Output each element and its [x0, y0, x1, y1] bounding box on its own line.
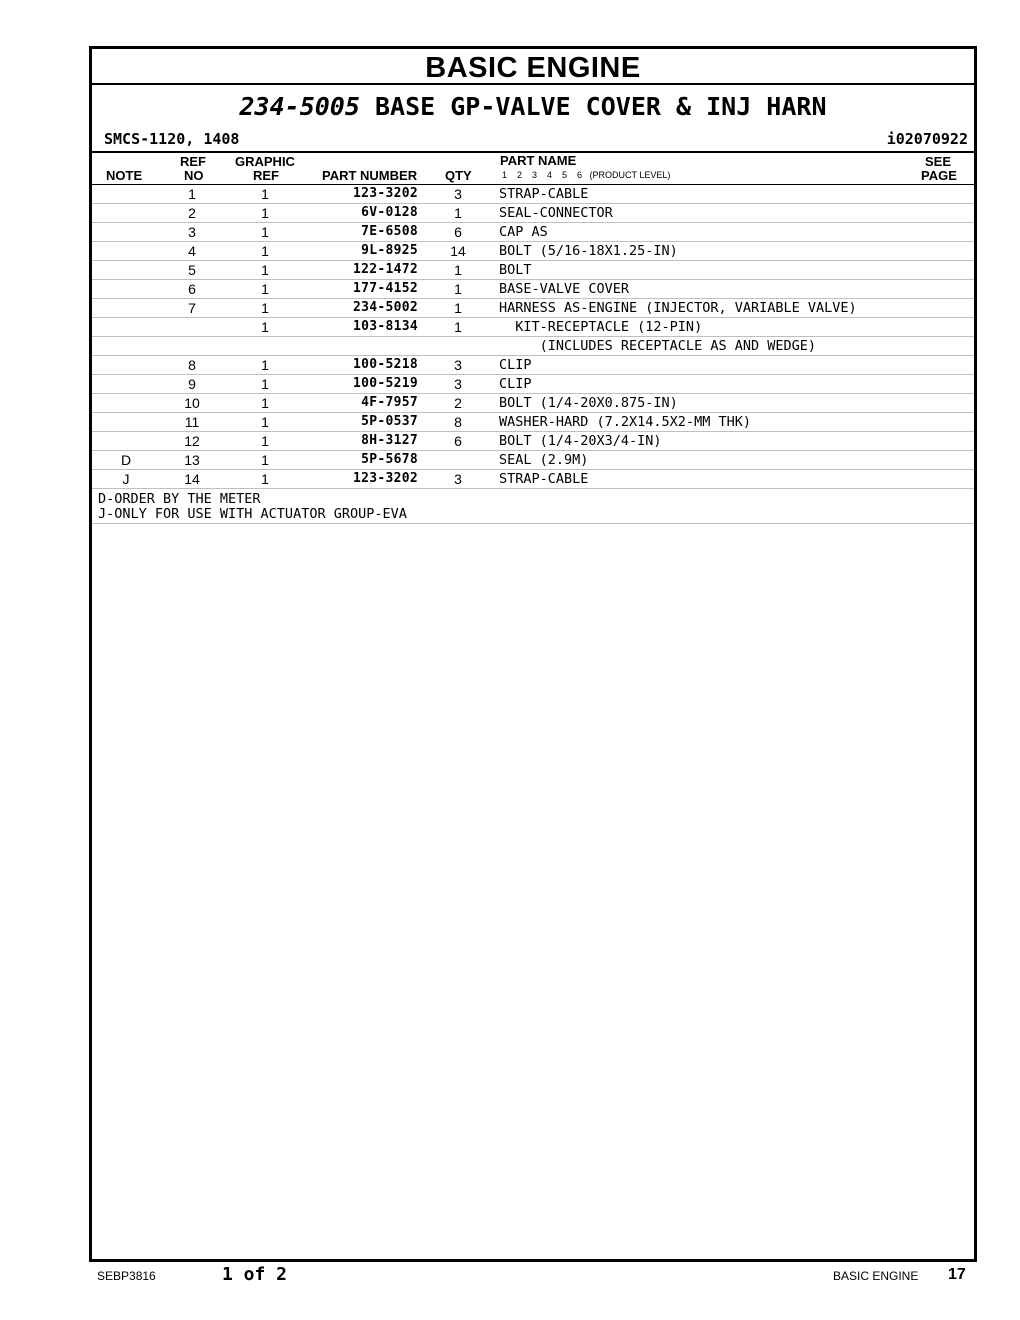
- row-graphic-ref: 1: [261, 281, 269, 297]
- row-graphic-ref: 1: [261, 300, 269, 316]
- group-number: 234-5005: [239, 92, 360, 121]
- row-part-name: STRAP-CABLE: [499, 471, 589, 487]
- row-part-name: CLIP: [499, 376, 532, 392]
- row-qty: 3: [454, 357, 462, 373]
- row-part-number: 100-5219: [352, 376, 418, 391]
- header-graphic-top: GRAPHIC: [235, 154, 295, 169]
- notes-block: [92, 489, 974, 524]
- footer-page-number: 17: [948, 1266, 966, 1283]
- row-ref-no: 9: [188, 376, 196, 392]
- row-ref-no: 8: [188, 357, 196, 373]
- row-part-name: BASE-VALVE COVER: [499, 281, 630, 297]
- row-qty: 14: [450, 243, 466, 259]
- table-row: [92, 356, 974, 375]
- row-graphic-ref: 1: [261, 224, 269, 240]
- footer-page-of: 1 of 2: [222, 1264, 288, 1285]
- header-part-number: PART NUMBER: [322, 168, 418, 183]
- row-part-name: (INCLUDES RECEPTACLE AS AND WEDGE): [499, 338, 816, 354]
- row-part-number: 9L-8925: [361, 243, 418, 258]
- row-note: J: [122, 471, 130, 487]
- row-ref-no: 11: [184, 414, 200, 430]
- row-part-name: BOLT: [499, 262, 532, 278]
- row-part-number: 234-5002: [352, 300, 418, 315]
- row-part-name: CLIP: [499, 357, 532, 373]
- header-see-bottom: PAGE: [921, 168, 957, 183]
- row-part-name: SEAL (2.9M): [499, 452, 589, 468]
- section-title: BASIC ENGINE: [92, 49, 974, 85]
- footer-section: BASIC ENGINE: [833, 1269, 919, 1283]
- row-part-name: CAP AS: [499, 224, 548, 240]
- row-part-name: SEAL-CONNECTOR: [499, 205, 613, 221]
- table-row: [92, 299, 974, 318]
- row-qty: 1: [454, 300, 462, 316]
- row-qty: 6: [454, 433, 462, 449]
- row-ref-no: 14: [184, 471, 200, 487]
- row-part-name: BOLT (1/4-20X0.875-IN): [499, 395, 678, 411]
- row-part-number: 123-3202: [352, 186, 418, 201]
- header-product-levels: 1 2 3 4 5 6 (PRODUCT LEVEL): [502, 170, 671, 180]
- row-part-name: HARNESS AS-ENGINE (INJECTOR, VARIABLE VALVE): [499, 300, 857, 316]
- table-row: [92, 204, 974, 223]
- row-part-number: 5P-5678: [361, 452, 418, 467]
- table-row: [92, 470, 974, 489]
- row-part-number: 177-4152: [352, 281, 418, 296]
- header-note: NOTE: [106, 168, 143, 183]
- row-ref-no: 1: [188, 186, 196, 202]
- row-qty: 1: [454, 205, 462, 221]
- row-part-name: WASHER-HARD (7.2X14.5X2-MM THK): [499, 414, 751, 430]
- row-qty: 1: [454, 319, 462, 335]
- row-part-number: 8H-3127: [361, 433, 418, 448]
- row-qty: 2: [454, 395, 462, 411]
- table-row: [92, 432, 974, 451]
- row-part-number: 103-8134: [352, 319, 418, 334]
- row-graphic-ref: 1: [261, 262, 269, 278]
- table-row: [92, 451, 974, 470]
- row-ref-no: 2: [188, 205, 196, 221]
- row-graphic-ref: 1: [261, 357, 269, 373]
- row-ref-no: 13: [184, 452, 200, 468]
- header-part-name: PART NAME: [500, 153, 577, 168]
- row-graphic-ref: 1: [261, 205, 269, 221]
- row-ref-no: 4: [188, 243, 196, 259]
- row-part-name: KIT-RECEPTACLE (12-PIN): [499, 319, 703, 335]
- table-row: [92, 318, 974, 337]
- row-graphic-ref: 1: [261, 433, 269, 449]
- row-ref-no: 12: [184, 433, 200, 449]
- group-name: BASE GP-VALVE COVER & INJ HARN: [374, 92, 827, 121]
- table-row: [92, 413, 974, 432]
- row-ref-no: 6: [188, 281, 196, 297]
- note-line: D-ORDER BY THE METER: [98, 491, 261, 507]
- table-row: [92, 337, 974, 356]
- row-qty: 3: [454, 471, 462, 487]
- row-graphic-ref: 1: [261, 319, 269, 335]
- header-qty: QTY: [445, 168, 472, 183]
- row-ref-no: 10: [184, 395, 200, 411]
- row-part-number: 122-1472: [352, 262, 418, 277]
- table-row: [92, 280, 974, 299]
- table-row: [92, 223, 974, 242]
- row-qty: 1: [454, 262, 462, 278]
- document-id: i02070922: [886, 130, 968, 148]
- row-graphic-ref: 1: [261, 186, 269, 202]
- row-qty: 1: [454, 281, 462, 297]
- header-ref-top: REF: [180, 154, 206, 169]
- row-part-number: 7E-6508: [361, 224, 418, 239]
- footer-document-number: SEBP3816: [97, 1269, 156, 1283]
- row-part-name: BOLT (5/16-18X1.25-IN): [499, 243, 678, 259]
- row-part-number: 100-5218: [352, 357, 418, 372]
- row-qty: 8: [454, 414, 462, 430]
- table-row: [92, 375, 974, 394]
- table-header: [92, 151, 974, 185]
- header-ref-bottom: NO: [184, 168, 204, 183]
- header-graphic-bottom: REF: [253, 168, 279, 183]
- row-graphic-ref: 1: [261, 452, 269, 468]
- row-note: D: [120, 452, 132, 468]
- row-part-number: 123-3202: [352, 471, 418, 486]
- table-row: [92, 261, 974, 280]
- row-ref-no: 3: [188, 224, 196, 240]
- row-qty: 6: [454, 224, 462, 240]
- table-row: [92, 394, 974, 413]
- table-row: [92, 185, 974, 204]
- row-part-number: 5P-0537: [361, 414, 418, 429]
- row-part-number: 4F-7957: [361, 395, 418, 410]
- row-part-number: 6V-0128: [361, 205, 418, 220]
- row-part-name: STRAP-CABLE: [499, 186, 589, 202]
- row-part-name: BOLT (1/4-20X3/4-IN): [499, 433, 662, 449]
- parts-table-body: [92, 185, 974, 489]
- row-graphic-ref: 1: [261, 414, 269, 430]
- row-graphic-ref: 1: [261, 243, 269, 259]
- header-see-top: SEE: [925, 154, 952, 169]
- smcs-row: [92, 129, 974, 151]
- row-qty: 3: [454, 376, 462, 392]
- table-row: [92, 242, 974, 261]
- smcs-code: SMCS-1120, 1408: [104, 130, 240, 148]
- row-graphic-ref: 1: [261, 376, 269, 392]
- row-ref-no: 5: [188, 262, 196, 278]
- row-graphic-ref: 1: [261, 395, 269, 411]
- row-graphic-ref: 1: [261, 471, 269, 487]
- parts-page-frame: [89, 46, 977, 1262]
- row-ref-no: 7: [188, 300, 196, 316]
- row-qty: 3: [454, 186, 462, 202]
- note-line: J-ONLY FOR USE WITH ACTUATOR GROUP-EVA: [98, 506, 407, 522]
- group-title: [92, 85, 974, 129]
